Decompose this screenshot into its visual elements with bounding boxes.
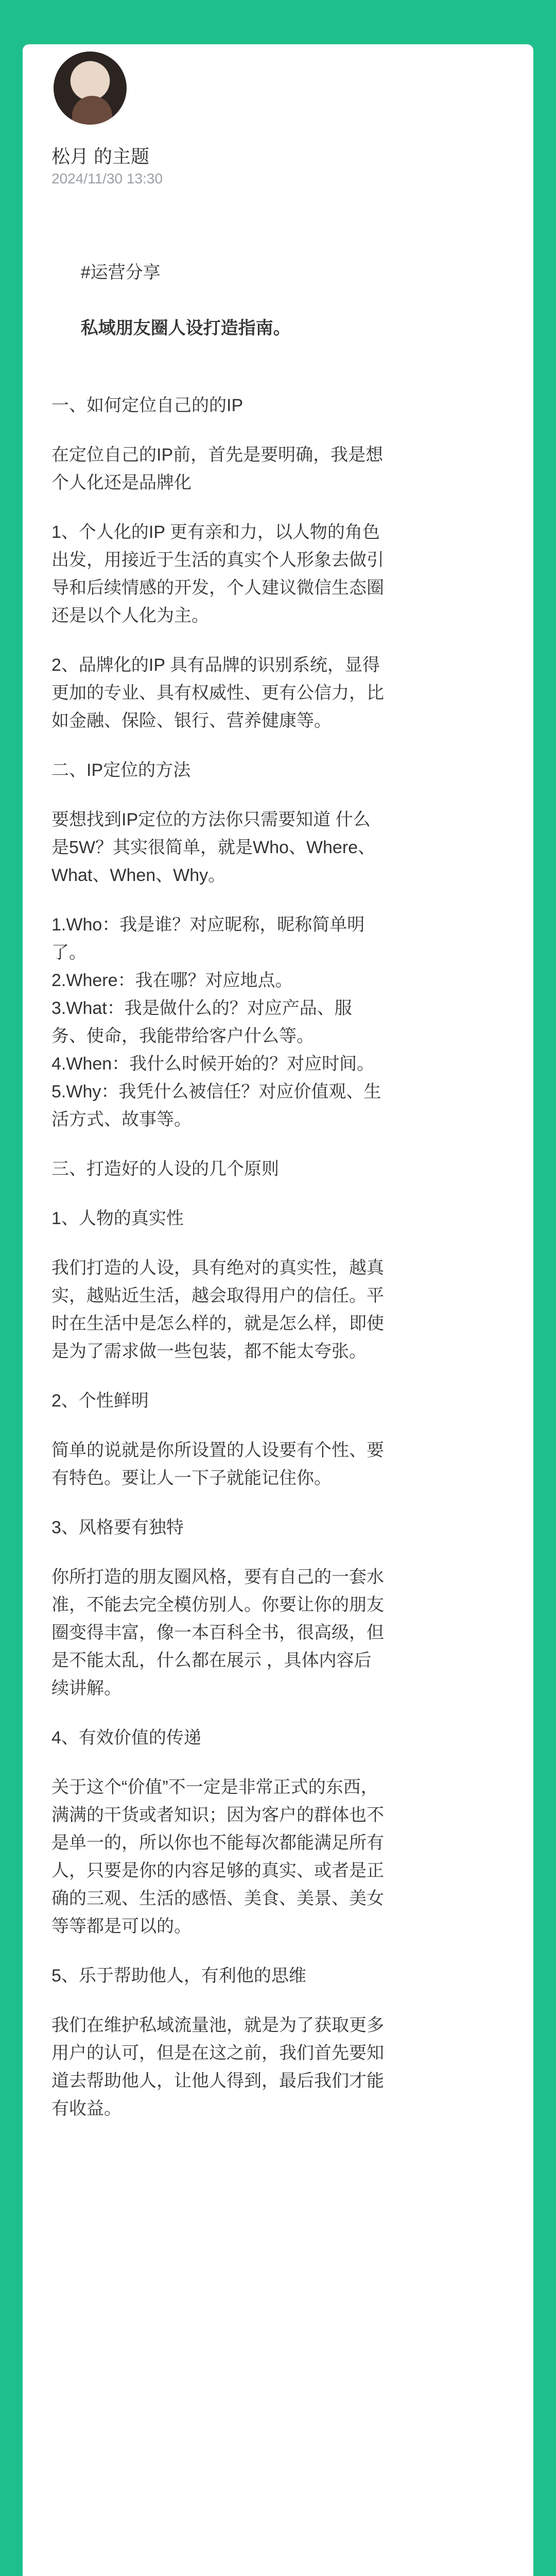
post-date: 2024/11/30 13:30 [51, 171, 163, 187]
subheading: 2、个性鲜明 [51, 1391, 149, 1411]
subheading: 5、乐于帮助他人，有利他的思维 [51, 1966, 306, 1986]
author-name[interactable]: 松月 的主题 [51, 146, 150, 167]
paragraph: 我们在维护私域流量池，就是为了获取更多 用户的认可，但是在这之前，我们首先要知 道去帮助他人，让他人得到，最后我们才能 有收益。 [51, 2015, 384, 2119]
paragraph: 1.Who：我是谁？对应昵称，昵称简单明 了。 2.Where：我在哪？对应地点。 3.What：我是做什么的？对应产品、服 务、使命，我能带给客户什么等。 4.When：我什么时候开始的？对应时间。 5.Why：我凭什么被信任？对应价值观、生 活方式、故事等。 [51, 915, 381, 1129]
paragraph: 要想找到IP定位的方法你只需要知道 什么 是5W？其实很简单，就是Who、Where、 What、When、Why。 [51, 810, 376, 885]
post-title-line [51, 231, 505, 370]
topic-tag[interactable]: #运营分享 [80, 263, 161, 282]
paragraph: 在定位自己的IP前，首先是要明确，我是想 个人化还是品牌化 [51, 445, 384, 493]
paragraph: 我们打造的人设，具有绝对的真实性，越真 实，越贴近生活，越会取得用户的信任。平 时在生活中是怎么样的，就是怎么样，即使 是为了需求做一些包装，都不能太夸张。 [51, 1258, 384, 1361]
paragraph: 简单的说就是你所设置的人设要有个性、要 有特色。要让人一下子就能记住你。 [51, 1440, 384, 1488]
avatar[interactable] [51, 49, 129, 127]
post-card [23, 44, 533, 2576]
post-title: 私域朋友圈人设打造指南。 [80, 318, 291, 338]
post-content [51, 231, 505, 2144]
paragraph: 2、品牌化的IP 具有品牌的识别系统，显得 更加的专业、具有权威性、更有公信力，比 如金融、保险、银行、营养健康等。 [51, 655, 384, 731]
section-heading: 一、如何定位自己的的IP [51, 396, 244, 415]
paragraph: 关于这个“价值”不一定是非常正式的东西， 满满的干货或者知识；因为客户的群体也不 是单一的，所以你也不能每次都能满足所有 人，只要是你的内容足够的真实、或者是正 确的三观、生活的感悟、美食、美景、美女 等等都是可以的。 [51, 1777, 384, 1936]
subheading: 3、风格要有独特 [51, 1518, 184, 1537]
section-heading: 二、IP定位的方法 [51, 760, 191, 780]
paragraph: 1、个人化的IP 更有亲和力，以人物的角色 出发，用接近于生活的真实个人形象去做引 导和后续情感的开发，个人建议微信生态圈 还是以个人化为主。 [51, 522, 384, 625]
subheading: 4、有效价值的传递 [51, 1728, 201, 1748]
subheading: 1、人物的真实性 [51, 1209, 184, 1228]
paragraph: 你所打造的朋友圈风格，要有自己的一套水 准，不能去完全模仿别人。你要让你的朋友 圈变得丰富，像一本百科全书，很高级，但 是不能太乱，什么都在展示 ，具体内容后 续讲解。 [51, 1567, 384, 1698]
section-heading: 三、打造好的人设的几个原则 [51, 1159, 279, 1179]
